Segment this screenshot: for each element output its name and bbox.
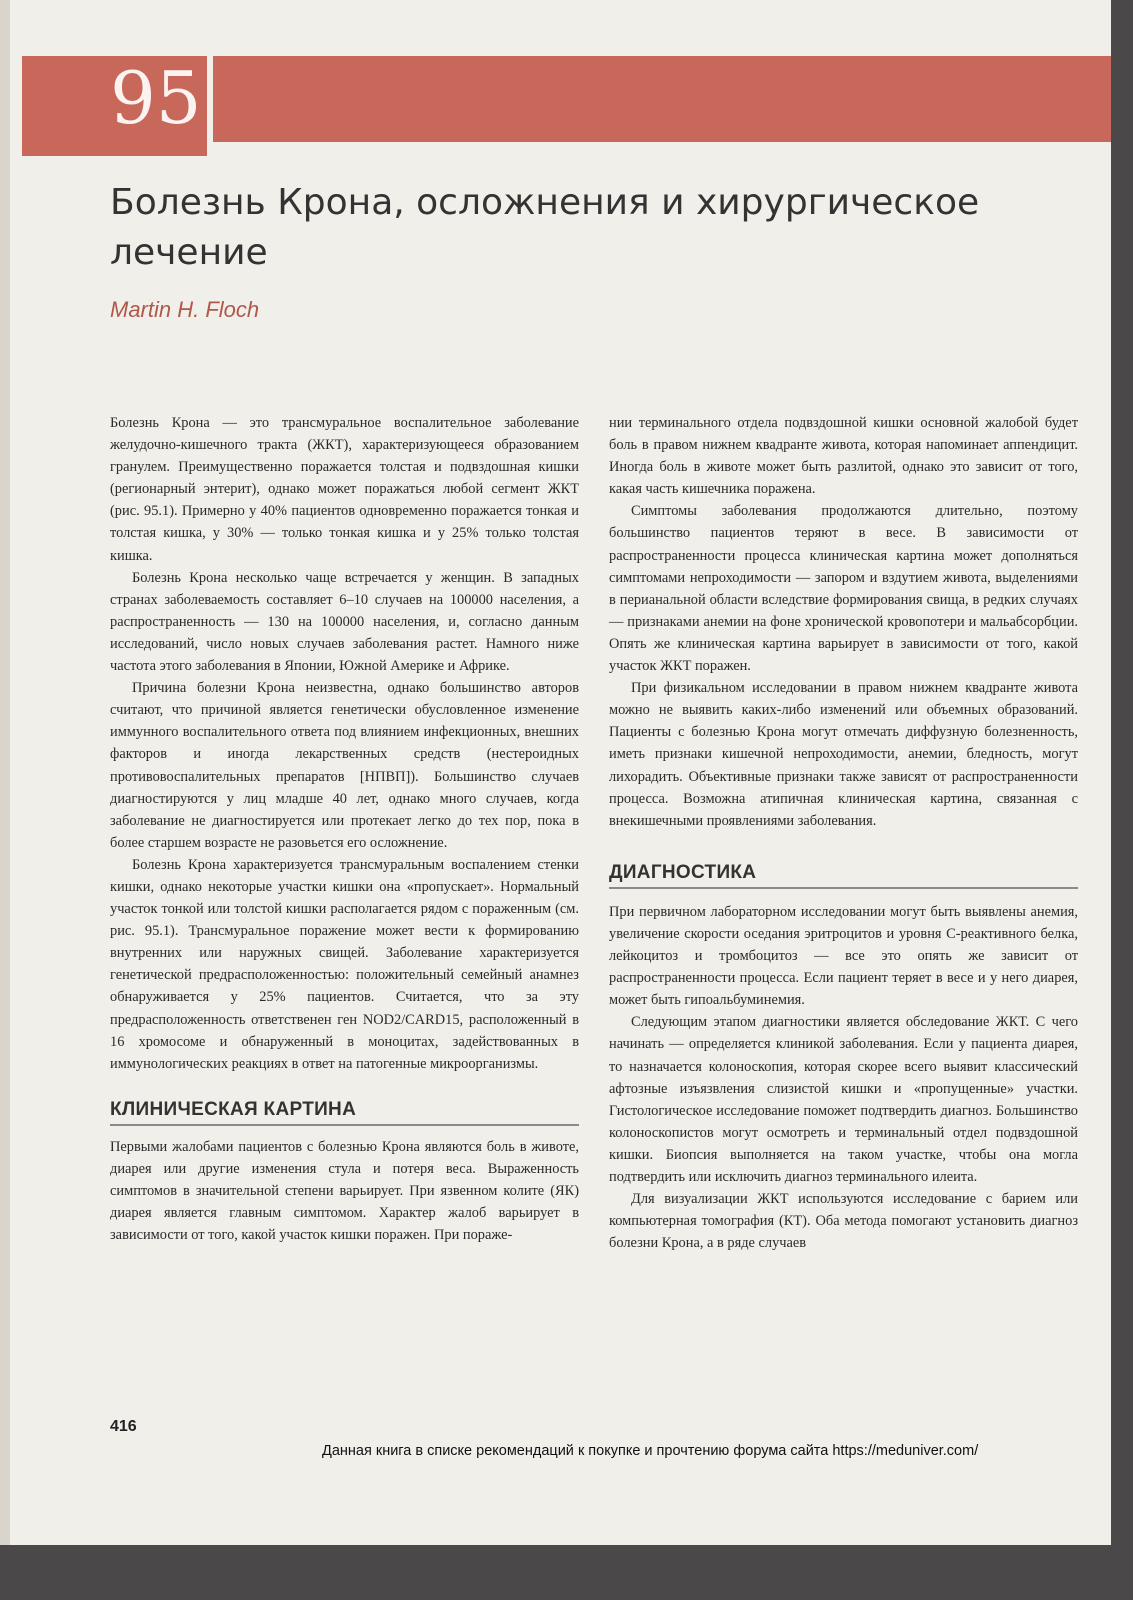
right-column bbox=[609, 412, 1078, 1254]
chapter-number: 95 bbox=[110, 56, 202, 140]
section-heading-clinical: КЛИНИЧЕСКАЯ КАРТИНА bbox=[110, 1099, 579, 1126]
paragraph: Первыми жалобами пациентов с болезнью Крона являются боль в животе, диарея или другие изменения стула и потеря веса. Выраженность симптомов в значительной степени варьирует. При язвенном колите (ЯК) диарея является главным симптомом. Характер жалоб варьирует в зависимости от того, какой участок кишки поражен. При пораже- bbox=[110, 1138, 579, 1244]
paragraph: Следующим этапом диагностики является обследование ЖКТ. С чего начинать — определяется клиникой заболевания. Если у пациента диарея, то назначается колоноскопия, которая скорее всего выявит классический афтозные изъязвления слизистой кишки и «пропущенные» участки. Гистологическое исследование поможет подтвердить диагноз. Большинство колоноскопистов могут осмотреть и терминальный отдел подвздошной кишки. Биопсия выполняется на таком участке, чтобы она могла подтвердить или исключить диагноз терминального илеита. bbox=[609, 1014, 1078, 1185]
paragraph: Болезнь Крона несколько чаще встречается у женщин. В западных странах заболеваемость составляет 6–10 случаев на 100000 населения, а распространенность — 130 на 100000 населения, и, согласно данным исследований, число новых случаев заболевания растет. Намного ниже частота этого заболевания в Японии, Южной Америке и Африке. bbox=[110, 569, 579, 675]
paragraph: Болезнь Крона — это трансмуральное воспалительное заболевание желудочно-кишечного тракта (ЖКТ), характеризующееся образованием гранулем. Преимущественно поражается толстая и подвздошная кишки (регионарный энтерит), однако может поражаться любой сегмент ЖКТ (рис. 95.1). Примерно у 40% пациентов одновременно поражается тонкая и толстая кишка, у 30% — только тонкая кишка и у 25% только толстая кишка. bbox=[110, 415, 579, 564]
paragraph: Причина болезни Крона неизвестна, однако большинство авторов считают, что причиной является генетически обусловленное изменение иммунного воспалительного ответа под влиянием инфекционных, внешних факторов и иногда лекарственных средств (нестероидных противовоспалительных препаратов [НПВП]). Большинство случаев диагностируются у лиц младше 40 лет, однако много случаев, когда заболевание не диагностируется или протекает легко до тех пор, пока в более старшем возрасте не разовьется его осложнение. bbox=[110, 680, 579, 851]
chapter-header-banner bbox=[213, 56, 1111, 142]
section-heading-diagnostics: ДИАГНОСТИКА bbox=[609, 862, 1078, 889]
page-number: 416 bbox=[110, 1418, 137, 1435]
chapter-title: Болезнь Крона, осложнения и хирургическое лечение bbox=[110, 182, 980, 273]
footer-note: Данная книга в списке рекомендаций к покупке и прочтению форума сайта https://meduniver.com/ bbox=[322, 1443, 979, 1459]
paragraph: При первичном лабораторном исследовании могут быть выявлены анемия, увеличение скорости оседания эритроцитов и уровня С-реактивного белка, лейкоцитоз и тромбоцитоз — все это опять же зависит от распространенности процесса. Если пациент теряет в весе и у него диарея, может быть гипоальбуминемия. bbox=[609, 903, 1078, 1009]
chapter-author: Martin H. Floch bbox=[110, 297, 260, 322]
paragraph: Болезнь Крона характеризуется трансмуральным воспалением стенки кишки, однако некоторые участки кишки она «пропускает». Нормальный участок тонкой или толстой кишки располагается рядом с пораженным (см. рис. 95.1). Трансмуральное поражение может вести к формированию внутренних или наружных свищей. Заболевание характеризуется генетической предрасположенностью: положительный семейный анамнез обнаруживается у 25% пациентов. Считается, что за эту предрасположенность ответственен ген NOD2/CARD15, расположенный в 16 хромосоме и обнаруженный в моноцитах, задействованных в иммунологических реакциях в ответ на патогенные микроорганизмы. bbox=[110, 856, 579, 1072]
paragraph: нии терминального отдела подвздошной кишки основной жалобой будет боль в правом нижнем квадранте живота, которая напоминает аппендицит. Иногда боль в животе может быть разлитой, однако это зависит от того, какая часть кишечника поражена. bbox=[609, 415, 1078, 498]
paragraph: Симптомы заболевания продолжаются длительно, поэтому большинство пациентов теряют в весе. В зависимости от распространенности процесса клиническая картина может дополняться симптомами непроходимости — запором и вздутием живота, выделениями в перианальной области вследствие формирования свища, в редких случаях — признаками анемии на фоне хронической кровопотери и мальабсорбции. Опять же клиническая картина варьирует в зависимости от того, какой участок ЖКТ поражен. bbox=[609, 503, 1078, 675]
page-edge-stripe bbox=[0, 0, 10, 1545]
paragraph: При физикальном исследовании в правом нижнем квадранте живота можно не выявить каких-либо изменений или объемных образований. Пациенты с болезнью Крона могут отмечать диффузную болезненность, иметь признаки кишечной непроходимости, анемии, бледность, могут лихорадить. Объективные признаки также зависят от распространенности процесса. Возможна атипичная клиническая картина, связанная с внекишечными проявлениями заболевания. bbox=[609, 680, 1078, 829]
paragraph: Для визуализации ЖКТ используются исследование с барием или компьютерная томография (КТ). Оба метода помогают установить диагноз болезни Крона, а в ряде случаев bbox=[609, 1191, 1078, 1252]
left-column bbox=[110, 412, 579, 1246]
